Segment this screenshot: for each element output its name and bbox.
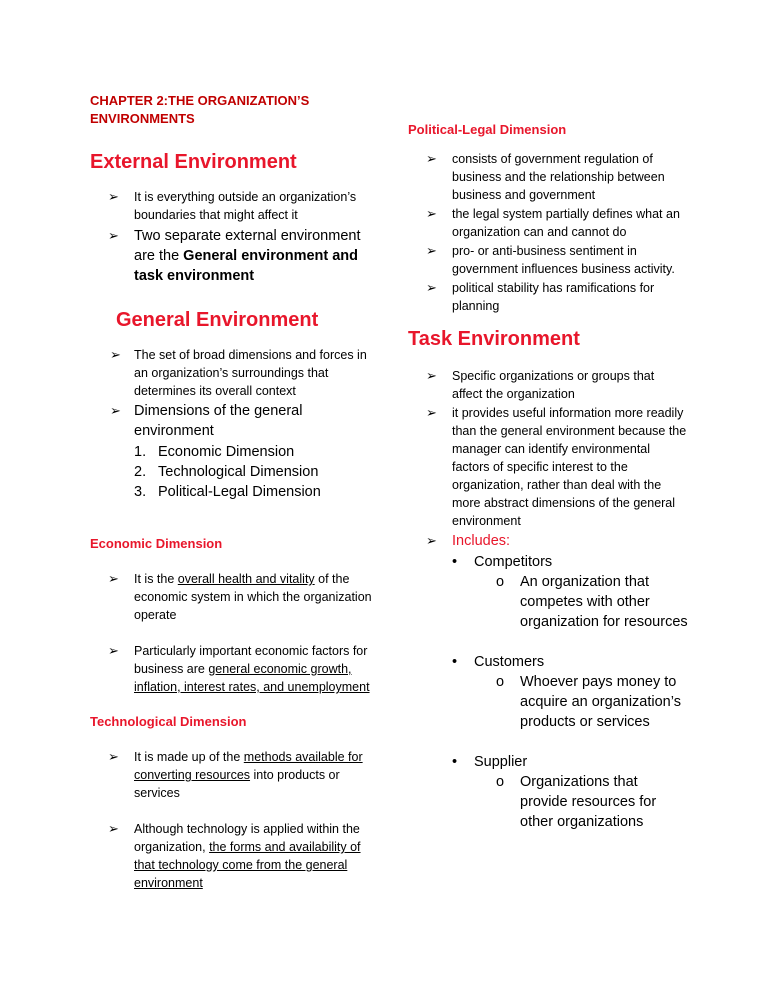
arrow-bullet-icon: ➢ <box>426 206 437 221</box>
arrow-bullet-icon: ➢ <box>426 243 437 258</box>
chapter-title: CHAPTER 2:THE ORGANIZATION’S ENVIRONMENTS <box>90 93 310 126</box>
list-item: ➢ It is made up of the methods available for converting resources into products or services <box>108 749 363 800</box>
list-item: ➢ Particularly important economic factors for business are general economic growth, inflation, interest rates, and unemployment <box>108 643 370 694</box>
list-item: ➢ Two separate external environment are the General environment and task environment <box>108 228 361 284</box>
list-item: 1. Economic Dimension <box>134 444 295 460</box>
list-item: • Supplier <box>452 754 528 770</box>
arrow-bullet-icon: ➢ <box>108 749 119 764</box>
technological-dimension-heading: Technological Dimension <box>90 714 247 729</box>
list-item: ➢ Specific organizations or groups that affect the organization <box>426 368 655 401</box>
arrow-bullet-icon: ➢ <box>108 571 119 586</box>
dimensions-list <box>134 442 380 502</box>
list-item: 3. Political-Legal Dimension <box>134 484 321 500</box>
list-item: ➢ the legal system partially defines what an organization can and cannot do <box>426 206 680 239</box>
arrow-bullet-icon: ➢ <box>426 280 437 295</box>
arrow-bullet-icon: ➢ <box>426 368 437 383</box>
arrow-bullet-icon: ➢ <box>108 189 119 204</box>
list-item: ➢ It is everything outside an organization’s boundaries that might affect it <box>108 189 357 222</box>
arrow-bullet-icon: ➢ <box>108 228 119 243</box>
circle-bullet-icon: o <box>496 674 505 690</box>
arrow-bullet-icon: ➢ <box>426 533 437 548</box>
arrow-bullet-icon: ➢ <box>110 347 121 362</box>
arrow-bullet-icon: ➢ <box>426 405 437 420</box>
arrow-bullet-icon: ➢ <box>110 403 121 418</box>
list-item: ➢ The set of broad dimensions and forces in an organization’s surroundings that determines its overall context <box>110 347 367 398</box>
economic-dimension-heading: Economic Dimension <box>90 536 223 551</box>
list-item: ➢ Although technology is applied within the organization, the forms and availability of that technology come from the general environment <box>108 821 361 890</box>
list-item: ➢ Dimensions of the general environment <box>110 403 303 439</box>
circle-bullet-icon: o <box>496 574 505 590</box>
left-column <box>90 92 380 893</box>
external-environment-heading: External Environment <box>90 151 297 173</box>
arrow-bullet-icon: ➢ <box>108 821 119 836</box>
list-item: ➢ It is the overall health and vitality of the economic system in which the organization operate <box>108 571 372 622</box>
list-item: ➢ pro- or anti-business sentiment in government influences business activity. <box>426 243 675 276</box>
bullet-dot-icon: • <box>452 554 458 570</box>
task-environment-heading: Task Environment <box>408 328 580 350</box>
right-column <box>408 122 688 832</box>
general-environment-heading: General Environment <box>116 309 319 331</box>
political-legal-dimension-heading: Political-Legal Dimension <box>408 122 567 137</box>
circle-bullet-icon: o <box>496 774 505 790</box>
list-item: ➢ it provides useful information more readily than the general environment because the manager can identify environmental factors of specific interest to the organization, rather than deal with the more abstract dimensions of the general environment <box>426 405 687 528</box>
list-item: • Competitors <box>452 554 553 570</box>
bullet-dot-icon: • <box>452 654 458 670</box>
list-item: 2. Technological Dimension <box>134 464 319 480</box>
list-item: ➢ consists of government regulation of business and the relationship between business and government <box>426 151 665 202</box>
bullet-dot-icon: • <box>452 754 458 770</box>
list-item: o Whoever pays money to acquire an organization’s products or services <box>496 674 681 730</box>
list-item: o Organizations that provide resources for other organizations <box>496 774 657 830</box>
includes-label: Includes: <box>452 533 511 549</box>
arrow-bullet-icon: ➢ <box>426 151 437 166</box>
arrow-bullet-icon: ➢ <box>108 643 119 658</box>
list-item <box>408 531 688 551</box>
list-item: • Customers <box>452 654 545 670</box>
list-item: o An organization that competes with other organization for resources <box>496 574 688 630</box>
list-item: ➢ political stability has ramifications for planning <box>426 280 655 313</box>
